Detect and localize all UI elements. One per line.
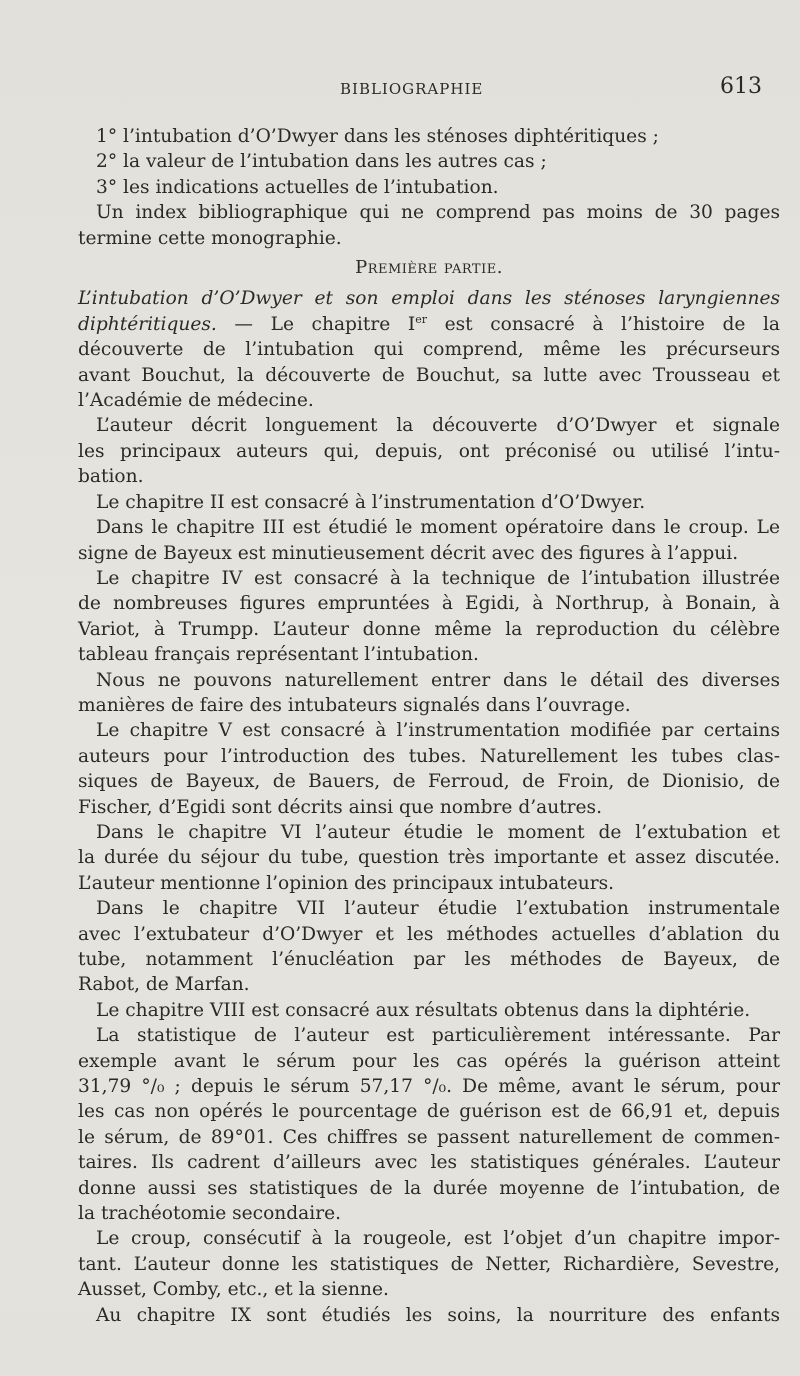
page-header: [0, 74, 800, 108]
section-heading: Première partie.: [355, 257, 503, 279]
text-line: L’auteur mentionne l’opinion des principaux intubateurs.: [78, 872, 615, 894]
text-line: tant. L’auteur donne les statistiques de Netter, Richardière, Sevestre,: [78, 1253, 780, 1275]
text-line: exemple avant le sérum pour les cas opérés la guérison atteint: [78, 1050, 780, 1072]
text-line: Un index bibliographique qui ne comprend pas moins de 30 pages: [96, 202, 780, 224]
body-text: [78, 124, 780, 1328]
text-line: Dans le chapitre VI l’auteur étudie le moment de l’extubation et: [96, 821, 780, 843]
text-line: La statistique de l’auteur est particulièrement intéressante. Par: [96, 1025, 780, 1047]
text-line: taires. Ils cadrent d’ailleurs avec les statistiques générales. L’auteur: [78, 1152, 780, 1174]
text-line: L’intubation d’O’Dwyer et son emploi dans les sténoses laryngiennes: [78, 288, 780, 310]
text-line: les cas non opérés le pourcentage de guérison est de 66,91 et, depuis: [78, 1101, 780, 1123]
text-line: diphtéritiques. — Le chapitre Ier est consacré à l’histoire de la: [78, 312, 780, 335]
text-line: Dans le chapitre III est étudié le moment opératoire dans le croup. Le: [96, 517, 780, 539]
text-line: Variot, à Trumpp. L’auteur donne même la reproduction du célèbre: [78, 618, 780, 640]
text-line: siques de Bayeux, de Bauers, de Ferroud, de Froin, de Dionisio, de: [78, 771, 780, 793]
text-line: auteurs pour l’introduction des tubes. Naturellement les tubes clas-: [78, 745, 780, 767]
text-line: l’Académie de médecine.: [78, 390, 314, 412]
text-line: donne aussi ses statistiques de la durée moyenne de l’intubation, de: [78, 1177, 780, 1199]
text-line: le sérum, de 89°01. Ces chiffres se passent naturellement de commen-: [78, 1126, 780, 1148]
text-line: 2° la valeur de l’intubation dans les autres cas ;: [96, 151, 547, 173]
text-line: de nombreuses figures empruntées à Egidi, à Northrup, à Bonain, à: [78, 593, 780, 615]
text-line: termine cette monographie.: [78, 227, 342, 249]
text-line: Le chapitre VIII est consacré aux résultats obtenus dans la diphtérie.: [96, 999, 751, 1021]
text-line: les principaux auteurs qui, depuis, ont préconisé ou utilisé l’intu-: [78, 440, 780, 462]
text-line: manières de faire des intubateurs signalés dans l’ouvrage.: [78, 694, 631, 716]
text-line: Le chapitre II est consacré à l’instrumentation d’O’Dwyer.: [96, 491, 646, 513]
text-line: 1° l’intubation d’O’Dwyer dans les sténoses diphtéritiques ;: [96, 126, 659, 147]
text-line: tube, notamment l’énucléation par les méthodes de Bayeux, de: [78, 949, 780, 970]
text-line: Le chapitre V est consacré à l’instrumentation modifiée par certains: [96, 720, 780, 742]
page-number: 613: [720, 74, 762, 99]
text-line: avec l’extubateur d’O’Dwyer et les méthodes actuelles d’ablation du: [78, 923, 780, 945]
text-line: Le croup, consécutif à la rougeole, est l’objet d’un chapitre impor-: [96, 1228, 780, 1250]
text-line: Ausset, Comby, etc., et la sienne.: [78, 1279, 389, 1301]
text-line: bation.: [78, 466, 144, 488]
text-line: 31,79 °/₀ ; depuis le sérum 57,17 °/₀. De même, avant le sérum, pour: [78, 1076, 780, 1098]
text-line: tableau français représentant l’intubation.: [78, 644, 479, 666]
text-line: 3° les indications actuelles de l’intubation.: [96, 176, 499, 198]
text-line: Rabot, de Marfan.: [78, 974, 250, 996]
text-line: la durée du séjour du tube, question très importante et assez discutée.: [78, 847, 780, 869]
text-line: signe de Bayeux est minutieusement décrit avec des figures à l’appui.: [78, 542, 739, 564]
text-line: Dans le chapitre VII l’auteur étudie l’extubation instrumentale: [96, 898, 780, 920]
text-line: Au chapitre IX sont étudiés les soins, la nourriture des enfants: [96, 1304, 780, 1326]
text-line: L’auteur décrit longuement la découverte d’O’Dwyer et signale: [96, 415, 780, 437]
text-line: Nous ne pouvons naturellement entrer dans le détail des diverses: [96, 669, 780, 691]
running-title: BIBLIOGRAPHIE: [340, 80, 484, 98]
text-line: Fischer, d’Egidi sont décrits ainsi que nombre d’autres.: [78, 796, 603, 818]
text-line: la trachéotomie secondaire.: [78, 1203, 341, 1225]
text-line: découverte de l’intubation qui comprend, même les précurseurs: [78, 339, 780, 361]
text-line: avant Bouchut, la découverte de Bouchut, sa lutte avec Trousseau et: [78, 364, 780, 386]
text-line: Le chapitre IV est consacré à la technique de l’intubation illustrée: [96, 567, 780, 589]
